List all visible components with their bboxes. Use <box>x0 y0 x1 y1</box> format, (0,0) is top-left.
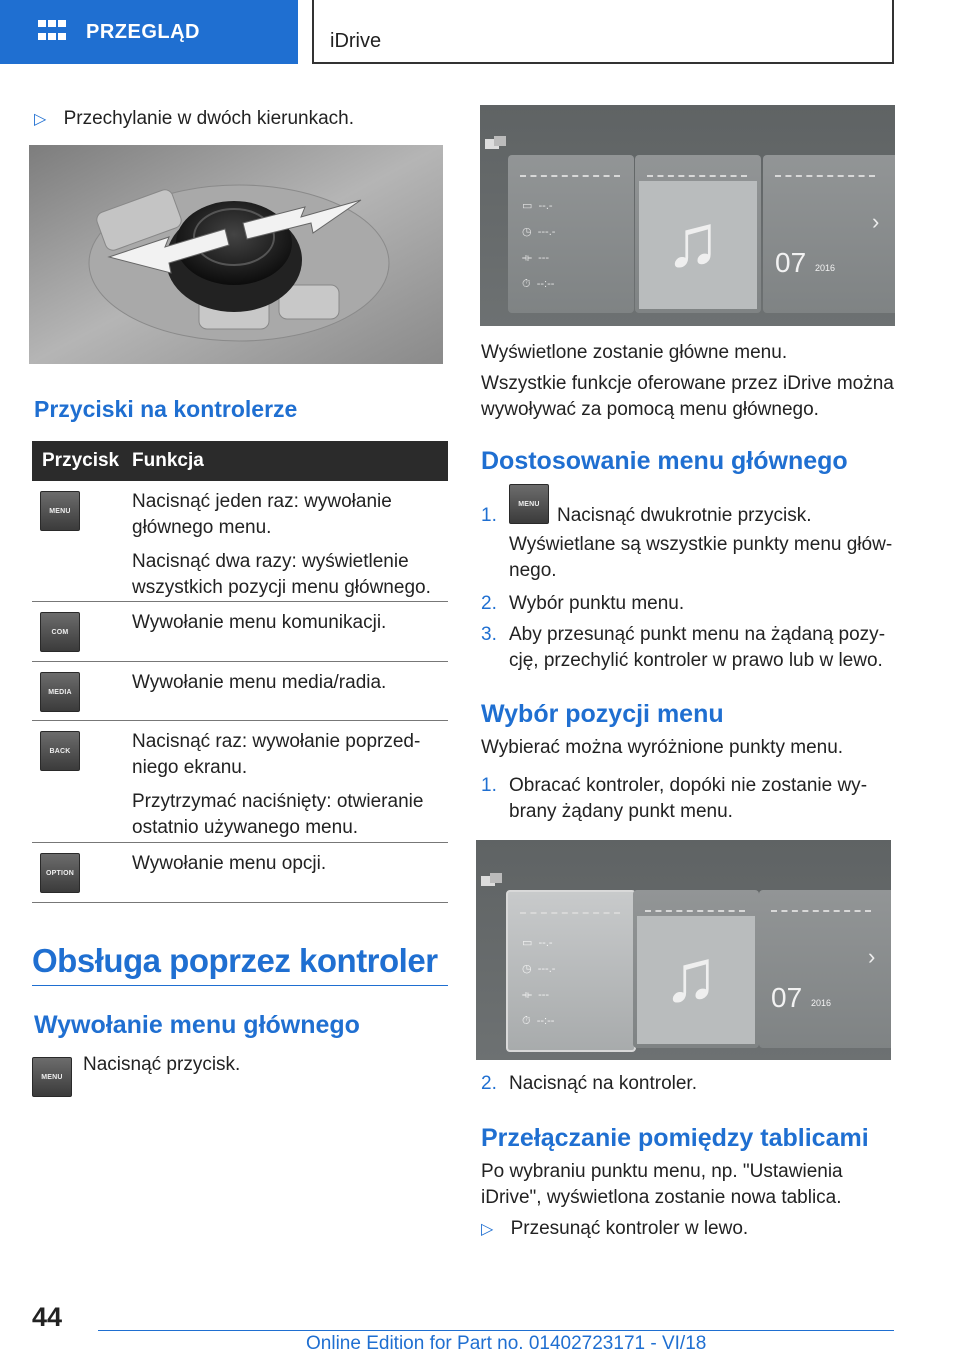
menu-card-media <box>633 890 759 1048</box>
table-row: COM Wywołanie menu komunikacji. <box>32 602 448 662</box>
section-title: PRZEGLĄD <box>86 20 200 43</box>
menu-card-calendar: 07 2016 <box>759 890 885 1048</box>
idrive-screen-image-selected <box>476 840 891 1060</box>
table-row: OPTION Wywołanie menu opcji. <box>32 843 448 903</box>
customize-step-1: Nacisnąć dwukrotnie przycisk. <box>557 505 812 526</box>
tilt-list-item: ▷ Przechylanie w dwóch kierunkach. <box>34 108 355 129</box>
table-row: MEDIA Wywołanie menu media/radia. <box>32 662 448 721</box>
cards-icon <box>484 135 508 151</box>
press-button-text: Nacisnąć przycisk. <box>83 1054 241 1075</box>
buttons-heading: Przyciski na kontrolerze <box>34 396 298 422</box>
menu-card-partial <box>876 890 891 1048</box>
buttons-table <box>32 441 448 903</box>
option-button-icon[interactable]: OPTION <box>40 853 80 893</box>
menu-card-calendar: 07 2016 <box>763 155 889 313</box>
menu-card-media <box>635 155 761 313</box>
select-heading: Wybór pozycji menu <box>481 700 724 728</box>
menu-card-vehicle: ▭ --.- ◷ ---.- ⟛ --- ⏱ --:-- <box>508 155 634 313</box>
heading-rule <box>32 985 448 986</box>
all-functions-text: Wszystkie funkcje oferowane przez iDrive można wywoływać za pomocą menu głównego. <box>481 373 894 420</box>
switch-list-item: ▷ Przesunąć kontroler w lewo. <box>481 1218 749 1239</box>
table-header <box>32 441 448 481</box>
chevron-right-icon: › <box>868 944 876 969</box>
chapter-title: iDrive <box>330 30 382 52</box>
chapter-header <box>312 0 894 64</box>
triangle-bullet-icon: ▷ <box>481 1221 494 1238</box>
table-row: BACK Nacisnąć raz: wywołanie poprzedniego ekranu. Przytrzymać naciśnięty: otwieranie ostatnio używanego menu. <box>32 721 448 843</box>
controller-photo <box>29 145 443 364</box>
grid-icon <box>38 20 66 44</box>
music-note-icon: ♫ <box>663 934 719 1017</box>
menu-button-icon[interactable]: MENU <box>32 1057 72 1097</box>
menu-card-partial <box>878 155 895 313</box>
table-row: MENU Nacisnąć jeden raz: wywołanie głównego menu. Nacisnąć dwa razy: wyświetlenie wszystkich pozycji menu głównego. <box>32 481 448 602</box>
select-step-1: Obracać kontroler, dopóki nie zostanie wybrany żądany punkt menu. <box>509 775 868 822</box>
customize-step-1-sub: Wyświetlane są wszystkie punkty menu głównego. <box>509 534 893 581</box>
select-intro: Wybierać można wyróżnione punkty menu. <box>481 737 844 758</box>
com-button-icon[interactable]: COM <box>40 612 80 652</box>
menu-card-vehicle-selected: ▭ --.- ◷ ---.- ⟛ --- ⏱ --:-- <box>506 890 636 1052</box>
menu-button-icon[interactable]: MENU <box>509 484 549 524</box>
footer-rule <box>98 1330 894 1331</box>
section-tab[interactable] <box>0 0 298 64</box>
col-function-header: Funkcja <box>132 450 204 471</box>
main-menu-heading: Wywołanie menu głównego <box>34 1011 360 1039</box>
idrive-screen-image <box>480 105 895 326</box>
triangle-bullet-icon: ▷ <box>34 111 47 128</box>
customize-heading: Dostosowanie menu głównego <box>481 447 848 475</box>
switch-heading: Przełączanie pomiędzy tablicami <box>481 1124 869 1152</box>
menu-button-icon[interactable]: MENU <box>40 491 80 531</box>
customize-step-2: Wybór punktu menu. <box>509 593 685 614</box>
select-step-2: Nacisnąć na kontroler. <box>509 1073 697 1094</box>
section-heading: Obsługa poprzez kontroler <box>32 942 438 979</box>
switch-text: Po wybraniu punktu menu, np. "Ustawienia iDrive", wyświetlona zostanie nowa tablica. <box>481 1161 843 1208</box>
customize-step-3: Aby przesunąć punkt menu na żądaną pozycję, przechylić kontroler w prawo lub w lewo. <box>509 624 886 671</box>
media-button-icon[interactable]: MEDIA <box>40 672 80 712</box>
cards-icon <box>480 872 504 888</box>
music-note-icon: ♫ <box>665 199 721 282</box>
shown-text: Wyświetlone zostanie główne menu. <box>481 342 788 363</box>
col-button-header: Przycisk <box>42 450 120 471</box>
edition-link[interactable]: Online Edition for Part no. 01402723171 - VI/18 <box>306 1333 707 1354</box>
chevron-right-icon: › <box>872 209 880 234</box>
back-button-icon[interactable]: BACK <box>40 731 80 771</box>
page-number: 44 <box>32 1302 63 1332</box>
